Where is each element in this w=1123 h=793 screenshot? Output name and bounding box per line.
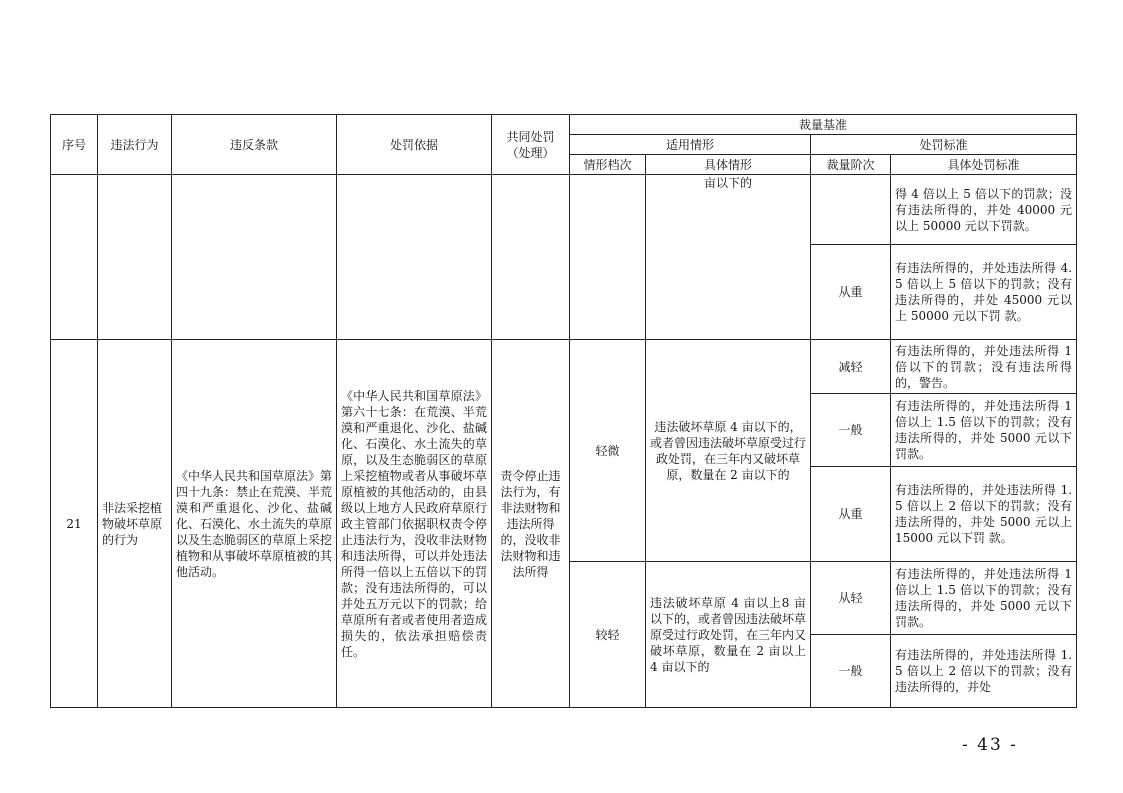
entry-basis-cell: 《中华人民共和国草原法》第六十七条：在荒漠、半荒漠和严重退化、沙化、盐碱化、石漠化、水土流失的草原，以及生态脆弱区的草原上采挖植物或者从事破坏草原植被的其他活动的，由县级以上地方人民政府草原行政主管部门依据职权责令停止违法行为，没收非法财物和违法所得，可以并处违法所得一倍以上五倍以下的罚款；没有违法所得的，可以并处五万元以下的罚款；给草原所有者或者使用者造成损失的，依法承担赔偿责任。 [337, 340, 492, 708]
header-level: 情形档次 [570, 155, 646, 175]
header-basis: 处罚依据 [337, 115, 492, 175]
header-penalty-standard: 处罚标准 [811, 135, 1077, 155]
level-situation-cell: 违法破坏草原 4 亩以上8 亩以下的，或者曾因违法破坏草原受过行政处罚，在三年内又破坏草原，数量在 2 亩以上 4 亩以下的 [646, 562, 811, 708]
header-discretion: 裁量基准 [570, 115, 1077, 135]
cont-stage-cell [811, 175, 891, 245]
entry-seq-cell: 21 [51, 340, 98, 708]
entry-clause-cell: 《中华人民共和国草原法》第四十九条：禁止在荒漠、半荒漠和严重退化、沙化、盐碱化、石漠化、水土流失的草原以及生态脆弱区的草原上采挖植物和从事破坏草原植被的其他活动。 [172, 340, 337, 708]
table-row [51, 175, 1077, 245]
entry-violation-cell: 非法采挖植物破坏草原的行为 [98, 340, 172, 708]
entry-common-penalty-cell: 责令停止违法行为，有非法财物和违法所得的，没收非法财物和违法所得 [492, 340, 570, 708]
cont-common-cell [492, 175, 570, 340]
stage-cell: 减轻 [811, 340, 891, 394]
standard-cell: 有违法所得的，并处违法所得 1.5 倍以上 2 倍以下的罚款；没有违法所得的，并处 [891, 635, 1077, 708]
cont-seq-cell [51, 175, 98, 340]
header-common-penalty: 共同处罚（处理） [492, 115, 570, 175]
cont-situation-cell: 亩以下的 [646, 175, 811, 340]
header-standard-detail: 具体处罚标准 [891, 155, 1077, 175]
standard-cell: 有违法所得的，并处违法所得 1 倍以下的罚款；没有违法所得的，警告。 [891, 340, 1077, 394]
cont-standard-cell: 得 4 倍以上 5 倍以下的罚款；没有违法所得的，并处 40000 元以上 50000 元以下罚款。 [891, 175, 1077, 245]
header-stage: 裁量阶次 [811, 155, 891, 175]
cont-clause-cell [172, 175, 337, 340]
header-situation: 具体情形 [646, 155, 811, 175]
stage-cell: 从轻 [811, 562, 891, 635]
level-name-cell: 轻微 [570, 340, 646, 562]
header-applicable: 适用情形 [570, 135, 811, 155]
stage-cell: 一般 [811, 394, 891, 467]
cont-basis-cell [337, 175, 492, 340]
cont-level-cell [570, 175, 646, 340]
standard-cell: 有违法所得的，并处违法所得 1.5 倍以上 2 倍以下的罚款；没有违法所得的，并处 5000 元以上 15000 元以下罚 款。 [891, 467, 1077, 562]
header-seq: 序号 [51, 115, 98, 175]
standard-cell: 有违法所得的，并处违法所得 1 倍以上 1.5 倍以下的罚款；没有违法所得的，并处 5000 元以下罚款。 [891, 562, 1077, 635]
level-situation-cell: 违法破坏草原 4 亩以下的，或者曾因违法破坏草原受过行政处罚，在三年内又破坏草原，数量在 2 亩以下的 [646, 340, 811, 562]
discretion-standard-table [50, 114, 1077, 708]
cont-stage-cell: 从重 [811, 245, 891, 340]
page-number: - 43 - [962, 735, 1018, 755]
table-row [51, 340, 1077, 394]
header-violation: 违法行为 [98, 115, 172, 175]
level-name-cell: 较轻 [570, 562, 646, 708]
stage-cell: 一般 [811, 635, 891, 708]
stage-cell: 从重 [811, 467, 891, 562]
cont-violation-cell [98, 175, 172, 340]
cont-standard-cell: 有违法所得的，并处违法所得 4.5 倍以上 5 倍以下的罚款；没有违法所得的，并处 45000 元以上 50000 元以下罚 款。 [891, 245, 1077, 340]
standard-cell: 有违法所得的，并处违法所得 1 倍以上 1.5 倍以下的罚款；没有违法所得的，并处 5000 元以下罚款。 [891, 394, 1077, 467]
header-clause: 违反条款 [172, 115, 337, 175]
